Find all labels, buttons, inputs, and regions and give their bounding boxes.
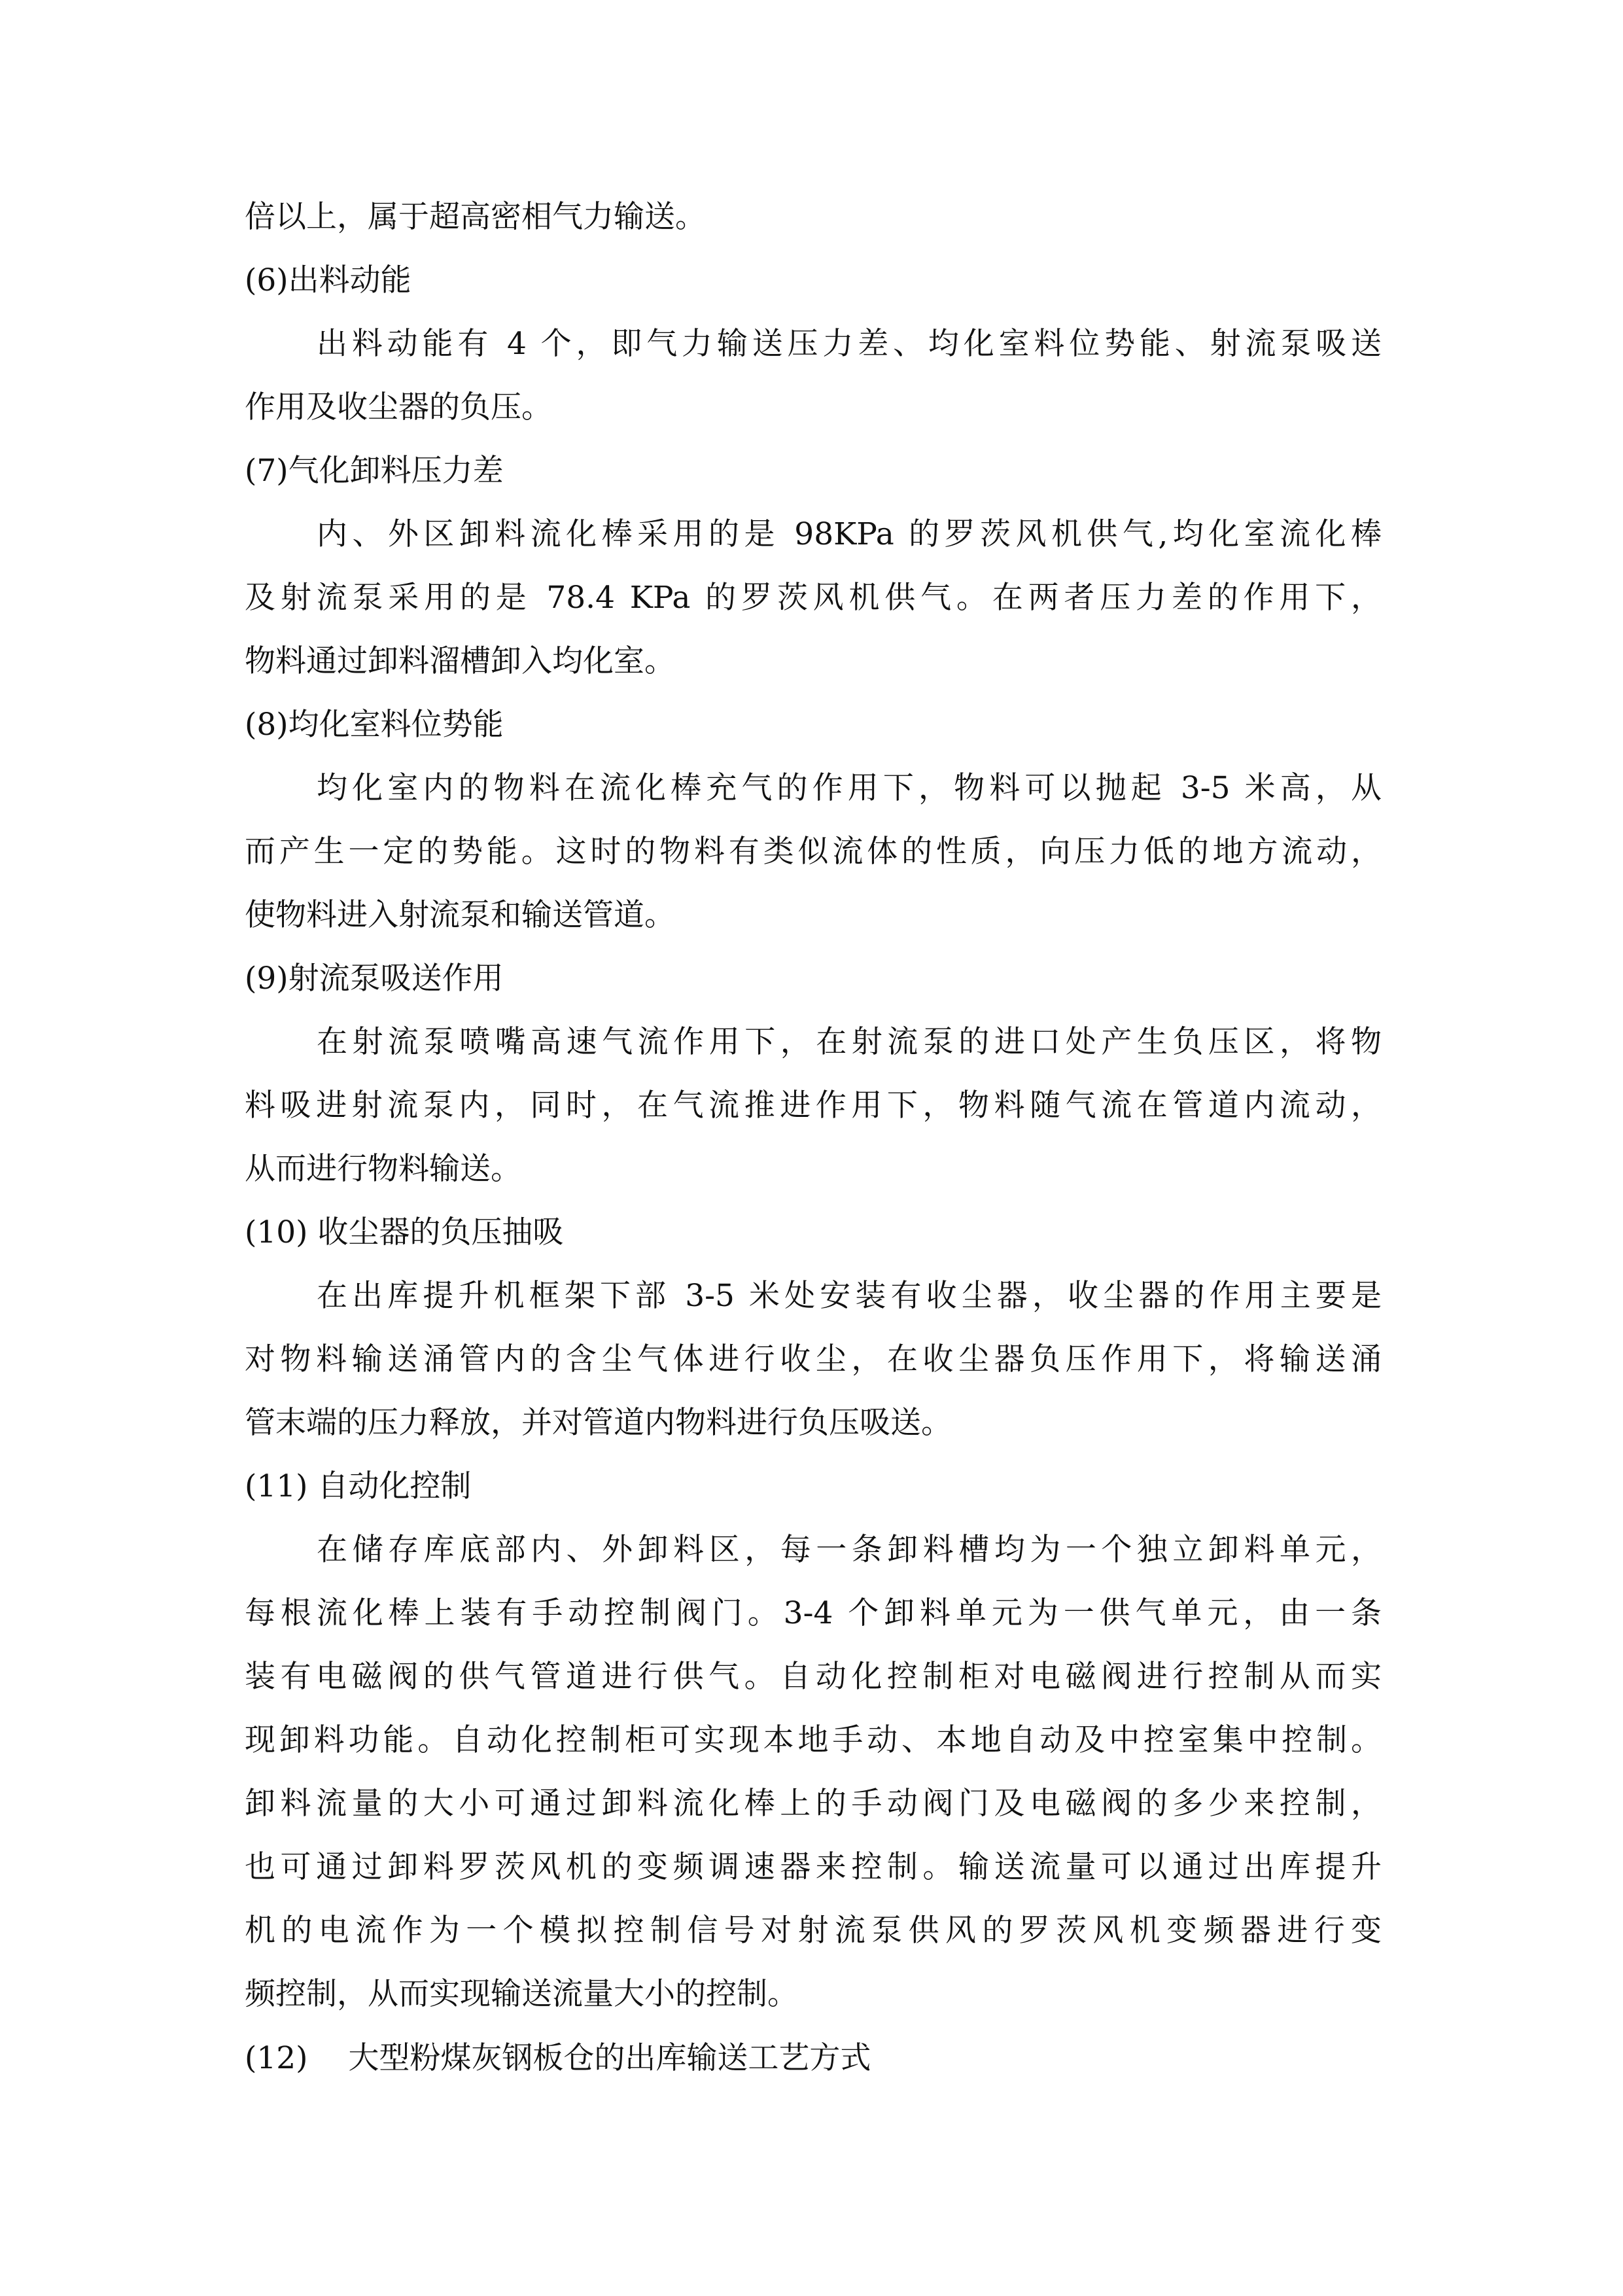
section-heading: (8)均化室料位势能 <box>245 707 504 743</box>
paragraph-line: 出料动能有 4 个，即气力输送压力差、均化室料位势能、射流泵吸送 <box>317 326 1382 362</box>
paragraph-line: 也可通过卸料罗茨风机的变频调速器来控制。输送流量可以通过出库提升 <box>245 1849 1382 1885</box>
paragraph-line: 机的电流作为一个模拟控制信号对射流泵供风的罗茨风机变频器进行变 <box>245 1913 1382 1949</box>
section-heading: (10) 收尘器的负压抽吸 <box>245 1214 564 1250</box>
section-heading: (12) 大型粉煤灰钢板仓的出库输送工艺方式 <box>245 2040 871 2076</box>
section-heading: (11) 自动化控制 <box>245 1468 472 1504</box>
paragraph-line: 在出库提升机框架下部 3-5 米处安装有收尘器，收尘器的作用主要是 <box>317 1278 1382 1314</box>
paragraph-line: 卸料流量的大小可通过卸料流化棒上的手动阀门及电磁阀的多少来控制， <box>245 1786 1382 1822</box>
section-heading: (9)射流泵吸送作用 <box>245 961 504 997</box>
paragraph-line: 物料通过卸料溜槽卸入均化室。 <box>245 643 675 679</box>
section-heading: (7)气化卸料压力差 <box>245 453 504 489</box>
paragraph-line: 倍以上，属于超高密相气力输送。 <box>245 199 706 235</box>
paragraph-line: 而产生一定的势能。这时的物料有类似流体的性质，向压力低的地方流动， <box>245 834 1382 870</box>
paragraph-line: 使物料进入射流泵和输送管道。 <box>245 897 675 933</box>
paragraph-line: 及射流泵采用的是 78.4 KPa 的罗茨风机供气。在两者压力差的作用下， <box>245 580 1382 616</box>
paragraph-line: 均化室内的物料在流化棒充气的作用下，物料可以抛起 3-5 米高，从 <box>317 770 1382 806</box>
paragraph-line: 管末端的压力释放，并对管道内物料进行负压吸送。 <box>245 1405 952 1441</box>
section-heading: (6)出料动能 <box>245 262 411 298</box>
paragraph-line: 现卸料功能。自动化控制柜可实现本地手动、本地自动及中控室集中控制。 <box>245 1722 1382 1758</box>
paragraph-line: 对物料输送涌管内的含尘气体进行收尘，在收尘器负压作用下，将输送涌 <box>245 1341 1382 1377</box>
paragraph-line: 作用及收尘器的负压。 <box>245 389 552 425</box>
paragraph-line: 装有电磁阀的供气管道进行供气。自动化控制柜对电磁阀进行控制从而实 <box>245 1659 1382 1695</box>
paragraph-line: 每根流化棒上装有手动控制阀门。3-4 个卸料单元为一供气单元，由一条 <box>245 1595 1382 1631</box>
paragraph-line: 在射流泵喷嘴高速气流作用下，在射流泵的进口处产生负压区，将物 <box>317 1024 1382 1060</box>
paragraph-line: 从而进行物料输送。 <box>245 1151 521 1187</box>
paragraph-line: 在储存库底部内、外卸料区，每一条卸料槽均为一个独立卸料单元， <box>317 1532 1382 1568</box>
paragraph-line: 料吸进射流泵内，同时，在气流推进作用下，物料随气流在管道内流动， <box>245 1087 1382 1123</box>
paragraph-line: 内、外区卸料流化棒采用的是 98KPa 的罗茨风机供气,均化室流化棒 <box>317 516 1382 552</box>
paragraph-line: 频控制，从而实现输送流量大小的控制。 <box>245 1976 798 2012</box>
